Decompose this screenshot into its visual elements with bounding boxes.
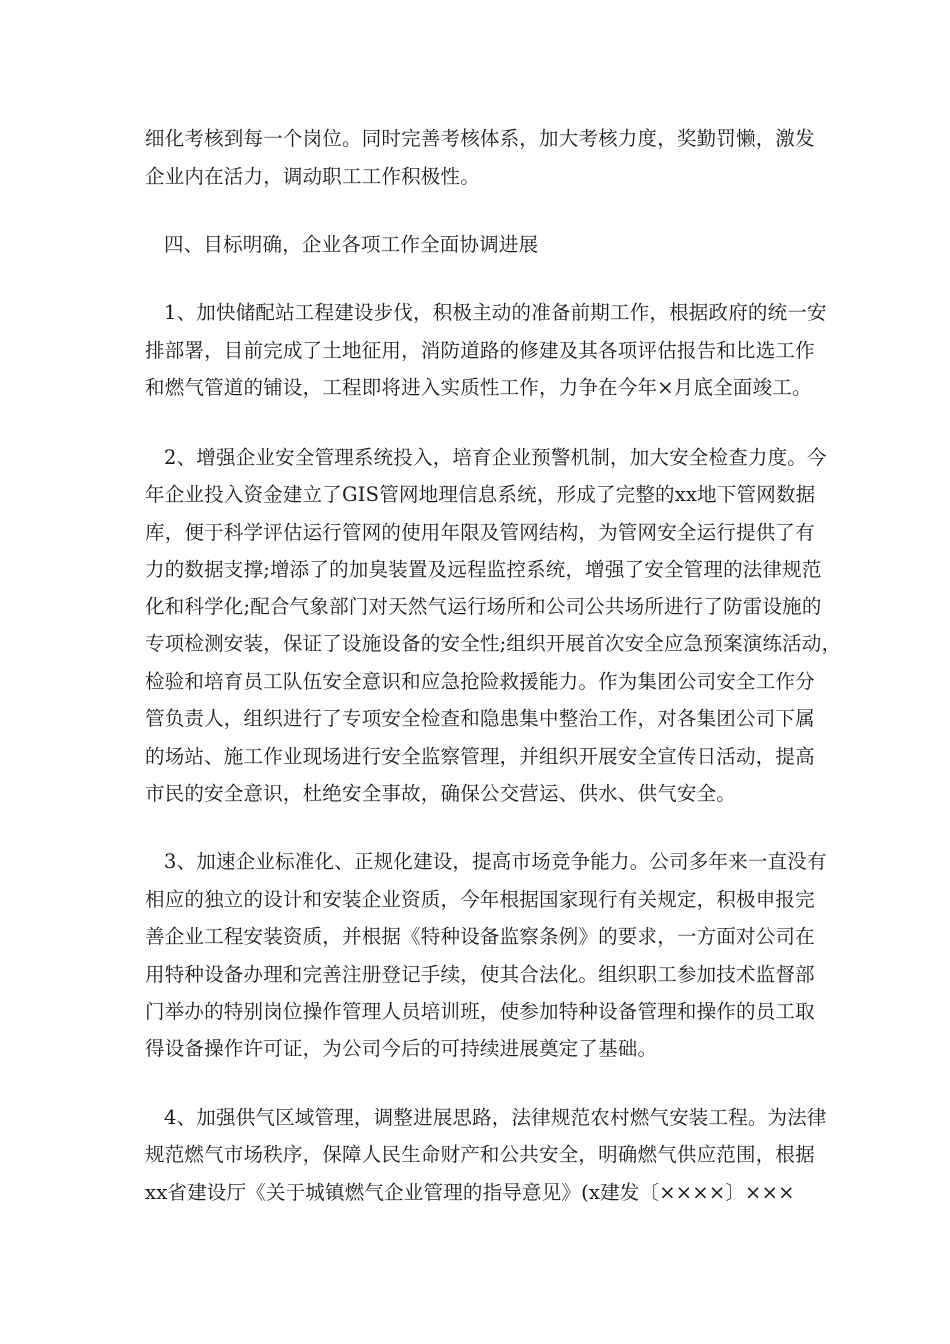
paragraph-line: 细化考核到每一个岗位。同时完善考核体系，加大考核力度，奖勤罚懒，激发 <box>145 127 815 150</box>
paragraph-line: 2、增强企业安全管理系统投入，培育企业预警机制，加大安全检查力度。今 <box>164 446 827 469</box>
paragraph-line: 1、加快储配站工程建设步伐，积极主动的准备前期工作，根据政府的统一安 <box>164 301 827 324</box>
paragraph-line: 的场站、施工作业现场进行安全监察管理，并组织开展安全宣传日活动，提高 <box>145 745 815 768</box>
paragraph-line: 年企业投入资金建立了GIS管网地理信息系统，形成了完整的xx地下管网数据 <box>145 483 816 506</box>
paragraph-line: 市民的安全意识，杜绝安全事故，确保公交营运、供水、供气安全。 <box>145 782 737 805</box>
paragraph-line: 和燃气管道的铺设，工程即将进入实质性工作，力争在今年×月底全面竣工。 <box>145 376 812 399</box>
paragraph-line: 检验和培育员工队伍安全意识和应急抢险救援能力。作为集团公司安全工作分 <box>145 670 815 693</box>
section-heading: 四、目标明确，企业各项工作全面协调进展 <box>164 233 539 256</box>
paragraph-line: 力的数据支撑;增添了的加臭装置及远程监控系统，增强了安全管理的法律规范 <box>145 558 822 581</box>
paragraph-line: 相应的独立的设计和安装企业资质，今年根据国家现行有关规定，积极申报完 <box>145 888 815 911</box>
paragraph-line: 用特种设备办理和完善注册登记手续，使其合法化。组织职工参加技术监督部 <box>145 963 815 986</box>
paragraph-line: 门举办的特别岗位操作管理人员培训班，使参加特种设备管理和操作的员工取 <box>145 1000 815 1023</box>
paragraph-line: 得设备操作许可证，为公司今后的可持续进展奠定了基础。 <box>145 1037 658 1060</box>
paragraph-line: 规范燃气市场秩序，保障人民生命财产和公共安全，明确燃气供应范围，根据 <box>145 1143 815 1166</box>
paragraph-line: 化和科学化;配合气象部门对天然气运行场所和公司公共场所进行了防雷设施的 <box>145 595 822 618</box>
paragraph-line: 4、加强供气区域管理，调整进展思路，法律规范农村燃气安装工程。为法律 <box>164 1106 827 1129</box>
paragraph-line: 排部署，目前完成了土地征用，消防道路的修建及其各项评估报告和比选工作 <box>145 339 815 362</box>
paragraph-line: 企业内在活力，调动职工工作积极性。 <box>145 165 480 188</box>
paragraph-line: xx省建设厅《关于城镇燃气企业管理的指导意见》(x建发〔××××〕××× <box>145 1181 795 1204</box>
paragraph-line: 专项检测安装，保证了设施设备的安全性;组织开展首次安全应急预案演练活动， <box>145 632 842 655</box>
paragraph-line: 善企业工程安装资质，并根据《特种设备监察条例》的要求，一方面对公司在 <box>145 925 815 948</box>
paragraph-line: 管负责人，组织进行了专项安全检查和隐患集中整治工作，对各集团公司下属 <box>145 707 815 730</box>
paragraph-line: 3、加速企业标准化、正规化建设，提高市场竞争能力。公司多年来一直没有 <box>164 850 827 873</box>
paragraph-line: 库，便于科学评估运行管网的使用年限及管网结构，为管网安全运行提供了有 <box>145 521 815 544</box>
